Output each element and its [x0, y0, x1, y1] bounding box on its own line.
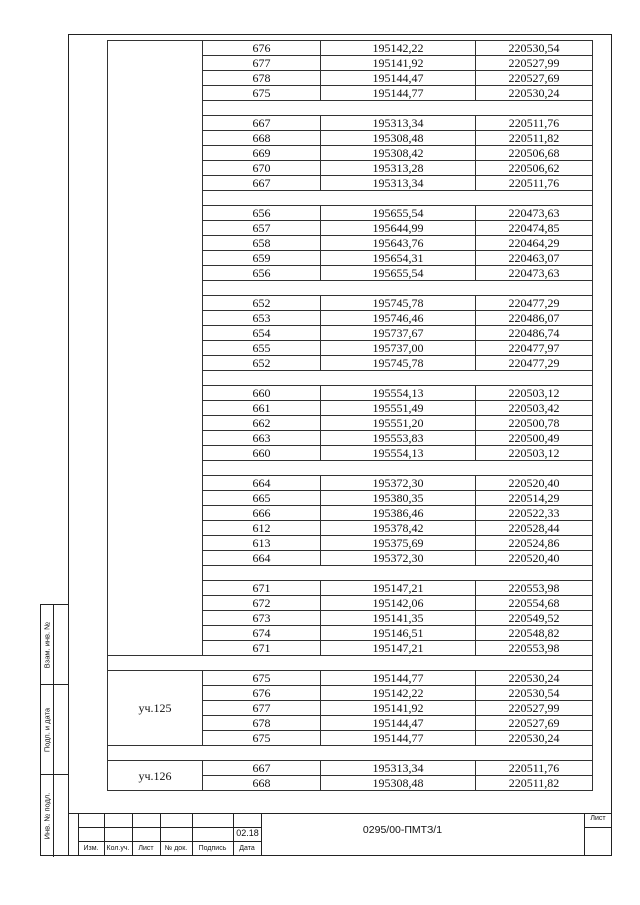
coord-y: 220548,82: [476, 626, 593, 641]
coord-y: 220553,98: [476, 581, 593, 596]
point-number: 675: [203, 86, 321, 101]
document-code: 0295/00-ПМТЗ/1: [362, 824, 443, 836]
side-cell-inv-orig: [41, 775, 68, 857]
coord-x: 195146,51: [321, 626, 476, 641]
coord-x: 195142,22: [321, 41, 476, 56]
point-number: 675: [203, 731, 321, 746]
coord-x: 195308,48: [321, 131, 476, 146]
coord-x: 195142,22: [321, 686, 476, 701]
coord-y: 220511,82: [476, 131, 593, 146]
coord-y: 220486,74: [476, 326, 593, 341]
point-number: 655: [203, 341, 321, 356]
table-row: [108, 41, 593, 56]
stamp-col-signature: Подпись: [198, 845, 227, 852]
section-separator: [108, 746, 593, 761]
coord-y: 220503,42: [476, 401, 593, 416]
coord-y: 220506,62: [476, 161, 593, 176]
point-number: 667: [203, 761, 321, 776]
point-number: 652: [203, 296, 321, 311]
stamp-col-date: Дата: [239, 845, 255, 852]
point-number: 678: [203, 716, 321, 731]
point-number: 661: [203, 401, 321, 416]
coord-x: 195313,34: [321, 116, 476, 131]
coord-y: 220527,99: [476, 56, 593, 71]
point-number: 666: [203, 506, 321, 521]
point-number: 652: [203, 356, 321, 371]
coord-y: 220500,49: [476, 431, 593, 446]
point-number: 673: [203, 611, 321, 626]
coord-x: 195144,47: [321, 71, 476, 86]
point-number: 613: [203, 536, 321, 551]
coord-x: 195643,76: [321, 236, 476, 251]
coord-x: 195554,13: [321, 386, 476, 401]
coord-y: 220549,52: [476, 611, 593, 626]
point-number: 672: [203, 596, 321, 611]
section-separator: [108, 656, 593, 671]
coord-y: 220554,68: [476, 596, 593, 611]
point-number: 662: [203, 416, 321, 431]
point-number: 677: [203, 701, 321, 716]
coord-x: 195655,54: [321, 206, 476, 221]
coord-y: 220530,24: [476, 86, 593, 101]
coord-x: 195551,49: [321, 401, 476, 416]
coord-y: 220530,24: [476, 731, 593, 746]
coord-y: 220522,33: [476, 506, 593, 521]
coord-y: 220520,40: [476, 551, 593, 566]
coord-y: 220511,82: [476, 776, 593, 791]
coord-y: 220511,76: [476, 176, 593, 191]
coord-y: 220553,98: [476, 641, 593, 656]
coord-x: 195745,78: [321, 296, 476, 311]
side-label-replace-inv: Взам. инв. №: [42, 621, 52, 668]
side-cell-replace-inv: [41, 605, 68, 685]
coord-x: 195644,99: [321, 221, 476, 236]
point-number: 657: [203, 221, 321, 236]
table-row: [108, 761, 593, 776]
coord-x: 195745,78: [321, 356, 476, 371]
side-label-sign-date: Подп. и дата: [42, 707, 52, 752]
coord-x: 195737,00: [321, 341, 476, 356]
coord-x: 195308,42: [321, 146, 476, 161]
point-number: 667: [203, 116, 321, 131]
coord-x: 195147,21: [321, 641, 476, 656]
coord-x: 195141,35: [321, 611, 476, 626]
coord-x: 195372,30: [321, 476, 476, 491]
coordinates-table: [107, 40, 593, 791]
point-number: 656: [203, 206, 321, 221]
coord-x: 195378,42: [321, 521, 476, 536]
parcel-label: уч.125: [108, 671, 203, 746]
stamp-col-sheet: Лист: [138, 845, 154, 852]
coord-x: 195554,13: [321, 446, 476, 461]
coord-y: 220520,40: [476, 476, 593, 491]
coord-x: 195737,67: [321, 326, 476, 341]
point-number: 664: [203, 551, 321, 566]
coord-y: 220527,69: [476, 716, 593, 731]
coord-y: 220530,54: [476, 41, 593, 56]
coord-y: 220473,63: [476, 206, 593, 221]
point-number: 660: [203, 446, 321, 461]
coord-y: 220477,29: [476, 296, 593, 311]
point-number: 678: [203, 71, 321, 86]
coord-y: 220530,24: [476, 671, 593, 686]
coord-y: 220477,97: [476, 341, 593, 356]
point-number: 675: [203, 671, 321, 686]
point-number: 612: [203, 521, 321, 536]
point-number: 671: [203, 641, 321, 656]
point-number: 669: [203, 146, 321, 161]
point-number: 671: [203, 581, 321, 596]
coord-y: 220506,68: [476, 146, 593, 161]
side-label-inv-orig: Инв. № подл.: [42, 792, 52, 840]
coord-x: 195142,06: [321, 596, 476, 611]
coord-y: 220473,63: [476, 266, 593, 281]
coord-x: 195308,48: [321, 776, 476, 791]
point-number: 668: [203, 776, 321, 791]
point-number: 656: [203, 266, 321, 281]
coord-y: 220486,07: [476, 311, 593, 326]
coord-x: 195144,47: [321, 716, 476, 731]
coord-y: 220464,29: [476, 236, 593, 251]
coord-x: 195147,21: [321, 581, 476, 596]
coord-y: 220514,29: [476, 491, 593, 506]
coord-x: 195380,35: [321, 491, 476, 506]
coord-x: 195141,92: [321, 701, 476, 716]
point-number: 674: [203, 626, 321, 641]
coord-y: 220503,12: [476, 446, 593, 461]
coord-x: 195313,34: [321, 761, 476, 776]
point-number: 670: [203, 161, 321, 176]
coord-x: 195372,30: [321, 551, 476, 566]
point-number: 663: [203, 431, 321, 446]
side-cell-sign-date: [41, 685, 68, 775]
stamp-col-doc-no: № док.: [164, 845, 188, 852]
coord-y: 220511,76: [476, 116, 593, 131]
point-number: 677: [203, 56, 321, 71]
point-number: 660: [203, 386, 321, 401]
parcel-label: уч.126: [108, 761, 203, 791]
sheet-label: Лист: [590, 815, 606, 822]
table-row: [108, 671, 593, 686]
point-number: 653: [203, 311, 321, 326]
coord-y: 220527,69: [476, 71, 593, 86]
coord-y: 220463,07: [476, 251, 593, 266]
coord-x: 195144,77: [321, 731, 476, 746]
coord-x: 195746,46: [321, 311, 476, 326]
point-number: 658: [203, 236, 321, 251]
point-number: 667: [203, 176, 321, 191]
point-number: 665: [203, 491, 321, 506]
coord-y: 220500,78: [476, 416, 593, 431]
stamp-date-value: 02.18: [236, 828, 259, 838]
coord-y: 220530,54: [476, 686, 593, 701]
coord-x: 195551,20: [321, 416, 476, 431]
parcel-label-cell: [108, 41, 203, 656]
coord-y: 220477,29: [476, 356, 593, 371]
coord-y: 220527,99: [476, 701, 593, 716]
point-number: 676: [203, 686, 321, 701]
point-number: 676: [203, 41, 321, 56]
side-labels: [40, 604, 68, 856]
coord-x: 195386,46: [321, 506, 476, 521]
coord-y: 220511,76: [476, 761, 593, 776]
coord-x: 195553,83: [321, 431, 476, 446]
stamp-col-qty: Кол.уч.: [106, 845, 130, 852]
coord-y: 220474,85: [476, 221, 593, 236]
stamp-col-change: Изм.: [83, 845, 99, 852]
point-number: 659: [203, 251, 321, 266]
coord-x: 195313,34: [321, 176, 476, 191]
coord-y: 220528,44: [476, 521, 593, 536]
coord-x: 195313,28: [321, 161, 476, 176]
coord-x: 195144,77: [321, 671, 476, 686]
point-number: 654: [203, 326, 321, 341]
coord-x: 195141,92: [321, 56, 476, 71]
coord-x: 195654,31: [321, 251, 476, 266]
coord-x: 195144,77: [321, 86, 476, 101]
coord-x: 195655,54: [321, 266, 476, 281]
coord-x: 195375,69: [321, 536, 476, 551]
coord-y: 220503,12: [476, 386, 593, 401]
point-number: 668: [203, 131, 321, 146]
point-number: 664: [203, 476, 321, 491]
coord-y: 220524,86: [476, 536, 593, 551]
